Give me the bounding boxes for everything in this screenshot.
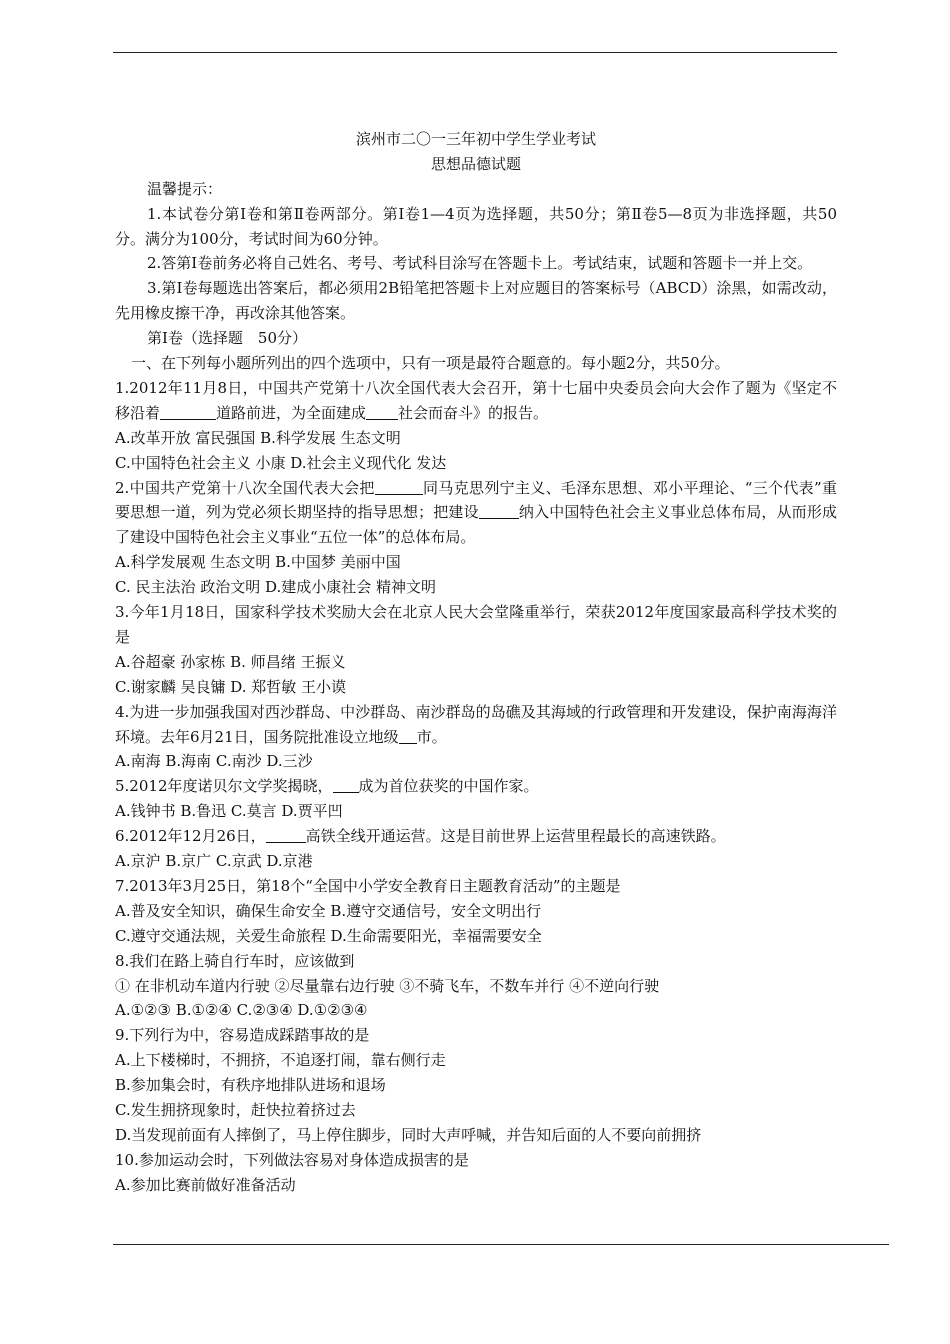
section-title: 第Ⅰ卷（选择题 50分） xyxy=(147,329,308,348)
q4-text-b: 市。 xyxy=(416,727,447,746)
question-2-stem xyxy=(115,476,837,551)
question-9-option-b: B.参加集会时，有秩序地排队进场和退场 xyxy=(115,1076,386,1095)
answer-blank xyxy=(266,826,306,843)
question-10-option-a: A.参加比赛前做好准备活动 xyxy=(115,1175,296,1194)
q5-text-a: 5.2012年度诺贝尔文学奖揭晓， xyxy=(115,777,333,796)
question-1-options-ab: A.改革开放 富民强国 B.科学发展 生态文明 xyxy=(115,428,401,447)
q6-text-a: 6.2012年12月26日， xyxy=(115,827,266,846)
question-3-stem: 3.今年1月18日，国家科学技术奖励大会在北京人民大会堂隆重举行，荣获2012年度国家最高科学技术奖的是 xyxy=(115,603,837,646)
note-2: 2.答第Ⅰ卷前务必将自己姓名、考号、考试科目涂写在答题卡上。考试结束，试题和答题卡一并上交。 xyxy=(147,254,813,273)
question-9-option-c: C.发生拥挤现象时，赶快拉着挤过去 xyxy=(115,1100,356,1119)
question-3-options-ab: A.谷超豪 孙家栋 B. 师昌绪 王振义 xyxy=(115,652,346,671)
question-7-options-cd: C.遵守交通法规，关爱生命旅程 D.生命需要阳光，幸福需要安全 xyxy=(115,926,542,945)
answer-blank xyxy=(333,776,359,793)
question-1-options-cd: C.中国特色社会主义 小康 D.社会主义现代化 发达 xyxy=(115,453,447,472)
question-5-stem xyxy=(115,774,837,799)
note-1: 1.本试卷分第Ⅰ卷和第Ⅱ卷两部分。第Ⅰ卷1—4页为选择题，共50分；第Ⅱ卷5—8页为非选择题，共50分。满分为100分，考试时间为60分钟。 xyxy=(115,204,837,248)
question-10-stem: 10.参加运动会时，下列做法容易对身体造成损害的是 xyxy=(115,1150,469,1169)
question-1-stem xyxy=(115,376,837,426)
question-9-stem: 9.下列行为中，容易造成踩踏事故的是 xyxy=(115,1026,370,1045)
q1-text-c: 社会而奋斗》的报告。 xyxy=(398,403,549,422)
q6-text-b: 高铁全线开通运营。这是目前世界上运营里程最长的高速铁路。 xyxy=(305,827,726,846)
question-6-stem xyxy=(115,824,837,849)
q1-text-b: 道路前进，为全面建成 xyxy=(216,403,367,422)
answer-blank xyxy=(399,727,417,744)
q1-text-a: 1.2012年11月8日，中国共产党第十八次全国代表大会召开，第十七届中央委员会向大会作了题为《坚定不移沿着 xyxy=(115,378,837,422)
question-8-options: A.①②③ B.①②④ C.②③④ D.①②③④ xyxy=(115,1001,368,1020)
question-7-stem: 7.2013年3月25日，第18个“全国中小学安全教育日主题教育活动”的主题是 xyxy=(115,876,621,895)
q2-text-a: 2.中国共产党第十八次全国代表大会把 xyxy=(115,478,375,497)
question-9-option-d: D.当发现前面有人摔倒了，马上停住脚步，同时大声呼喊，并告知后面的人不要向前拥挤 xyxy=(115,1125,702,1144)
question-2-options-ab: A.科学发展观 生态文明 B.中国梦 美丽中国 xyxy=(115,553,401,572)
question-2-options-cd: C. 民主法治 政治文明 D.建成小康社会 精神文明 xyxy=(115,578,437,597)
note-3: 3.第Ⅰ卷每题选出答案后，都必须用2B铅笔把答题卡上对应题目的答案标号（ABCD）涂黑，如需改动，先用橡皮擦干净，再改涂其他答案。 xyxy=(115,279,837,323)
answer-blank xyxy=(375,478,423,495)
question-6-options: A.京沪 B.京广 C.京武 D.京港 xyxy=(115,852,313,871)
question-4-options: A.南海 B.海南 C.南沙 D.三沙 xyxy=(115,752,313,771)
footer-rule xyxy=(113,1244,889,1245)
question-8-stem: 8.我们在路上骑自行车时，应该做到 xyxy=(115,951,355,970)
question-4-stem xyxy=(115,700,837,750)
q4-text-a: 4.为进一步加强我国对西沙群岛、中沙群岛、南沙群岛的岛礁及其海域的行政管理和开发建设，保护南海海洋环境。去年6月21日，国务院批准设立地级 xyxy=(115,702,837,746)
question-7-options-ab: A.普及安全知识，确保生命安全 B.遵守交通信号，安全文明出行 xyxy=(115,901,542,920)
question-9-option-a: A.上下楼梯时，不拥挤，不追逐打闹，靠右侧行走 xyxy=(115,1051,446,1070)
question-3-options-cd: C.谢家麟 吴良镛 D. 郑哲敏 王小谟 xyxy=(115,677,347,696)
q2-text-b: 同马克思列宁主义、毛泽东思想、邓小平理论、“三个代表”重要思想一道，列为党必须长期坚持的指导思想；把建设 xyxy=(115,478,837,522)
answer-blank xyxy=(479,502,519,519)
answer-blank xyxy=(366,403,398,420)
question-5-options: A.钱钟书 B.鲁迅 C.莫言 D.贾平凹 xyxy=(115,802,343,821)
exam-content xyxy=(115,127,837,1198)
exam-subtitle: 思想品德试题 xyxy=(430,154,521,173)
section-instruction: 一、在下列每小题所列出的四个选项中，只有一项是最符合题意的。每小题2分，共50分。 xyxy=(131,354,730,373)
q2-text-c: 纳入中国特色社会主义事业总体布局，从而形成了建设中国特色社会主义事业“五位一体”的总体布局。 xyxy=(115,503,837,547)
answer-blank xyxy=(160,403,216,420)
question-8-items: ① 在非机动车道内行驶 ②尽量靠右边行驶 ③不骑飞车，不数车并行 ④不逆向行驶 xyxy=(115,976,660,995)
exam-title: 滨州市二〇一三年初中学生学业考试 xyxy=(355,130,596,148)
notes-heading: 温馨提示： xyxy=(147,179,223,198)
q5-text-b: 成为首位获奖的中国作家。 xyxy=(358,777,539,796)
header-rule xyxy=(113,52,837,53)
